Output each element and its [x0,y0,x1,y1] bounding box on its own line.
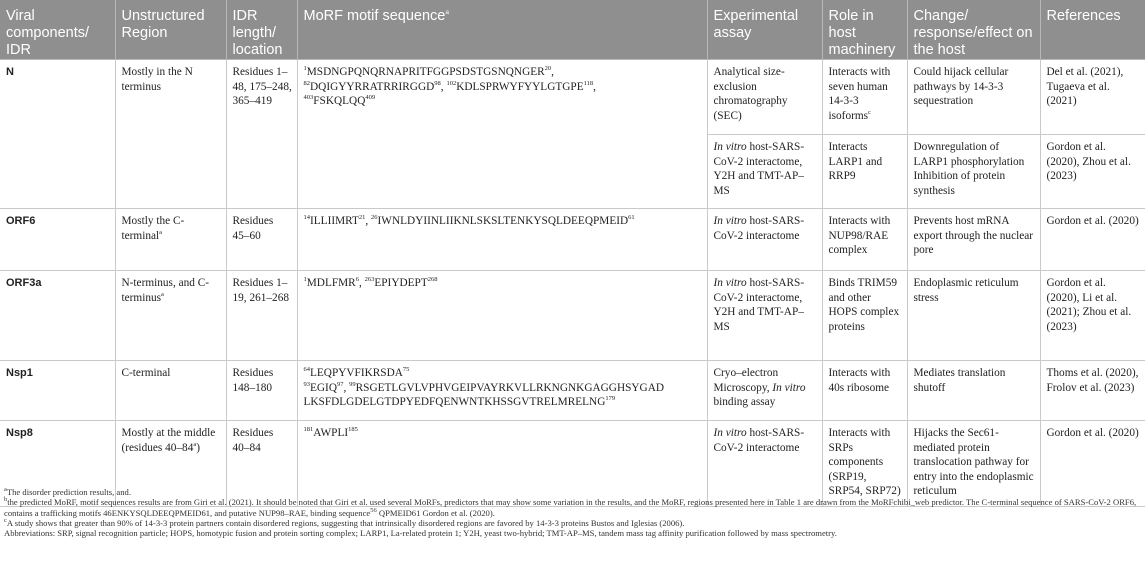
assay-cell [707,209,822,271]
table-row [0,209,1145,271]
length-cell: Residues 1–19, 261–268 [226,271,297,361]
table-row [0,60,1145,135]
motif-start: 1 [303,276,307,284]
motif-seq: MDLFMR [306,277,356,289]
motif-end: 6 [355,276,359,284]
motif-seq: RSGETLGVLVPHVGEIPVAYRKVLLRKNGNKGAGGHSYGAD LKSFDLGDELGTDPYEDFQENWNTKHSSGVTRELMRELNG [303,381,665,408]
region-sup: a [159,228,163,236]
region-text: Mostly the C-terminal [121,215,185,242]
assay-cell [707,361,822,421]
motif-start: 64 [303,366,310,374]
motif-seq: EGIQ [310,381,337,394]
motif-start: 26 [371,214,378,222]
motif-end: 98 [434,79,441,87]
footnote-text: The disorder prediction results, and. [6,487,131,497]
motif-start: 14 [303,214,310,222]
motif-end: 61 [628,214,635,222]
reference-cell: Del et al. (2021), Tugaeva et al. (2021) [1040,60,1145,135]
motif-cell [297,271,707,361]
motif-seq: ILLIIMRT [310,215,359,227]
region-sup: a [161,290,164,298]
footnote-abbreviations: Abbreviations: SRP, signal recognition particle; HOPS, homotypic fusion and protein sorting complex; LARP1, La-related protein 1; Y2H, yeast two-hybrid; TMT-AP–MS, tandem mass tag affinity purification followed by mass spectrometry. [4,528,837,539]
motif-sep: , [440,80,444,93]
assay-italic: In vitro [713,427,747,439]
motif-start: 181 [303,426,314,434]
motif-start: 99 [349,380,356,388]
motif-seq: FSKQLQQ [313,95,366,107]
header-experimental-assay: Experimental assay [707,0,822,60]
motif-end: 179 [605,395,616,403]
motif-end: 75 [402,366,410,374]
header-references: References [1040,0,1145,60]
motif-sep: , [551,66,554,78]
region-cell [115,209,226,271]
footnote-text: QPMEID61 Gordon et al. (2020). [376,507,495,518]
effect-cell: Prevents host mRNA export through the nuclear pore [907,209,1040,271]
footnote-c [4,518,1139,528]
role-text: Interacts with seven human 14-3-3 isoforms [828,66,891,122]
header-effect: Change/ response/effect on the host [907,0,1040,60]
component-cell: Nsp8 [0,421,115,507]
reference-cell: Gordon et al. (2020), Zhou et al. (2023) [1040,135,1145,209]
motif-seq: KDLSPRWYFYYLGTGPE [456,80,584,93]
role-cell: Interacts with 40s ribosome [822,361,907,421]
assay-cell [707,135,822,209]
role-cell: Interacts LARP1 and RRP9 [822,135,907,209]
motif-start: 1 [303,65,307,73]
role-cell: Interacts with SRPs components (SRP19, SRP54, SRP72) [822,421,907,507]
motif-sep: , [343,381,347,394]
motif-end: 185 [348,426,358,434]
motif-seq: IWNLDYIINLIIKNLSKSLTENKYSQLDEEQPMEID [377,215,629,227]
role-cell: Interacts with NUP98/RAE complex [822,209,907,271]
assay-text: host-SARS-CoV-2 interactome [713,215,805,242]
footnote-mark: b [4,496,8,504]
motif-seq: LEQPYVFIKRSDA [310,367,403,379]
component-cell: Nsp1 [0,361,115,421]
motif-end: 118 [583,79,594,87]
header-viral-components: Viral components/ IDR [0,0,115,60]
effect-cell: Hijacks the Sec61-mediated protein translocation pathway for entry into the endoplasmic reticulum [907,421,1040,507]
motif-seq: EPIYDEPT [374,277,428,289]
header-idr-length: IDR length/ location [226,0,297,60]
assay-italic: In vitro [713,141,747,153]
motif-end: 409 [365,94,376,102]
footnote-b [4,497,1139,518]
region-text: N-terminus, and C-terminus [121,277,210,304]
header-morf-motif-text: MoRF motif sequence [303,8,446,24]
table-row [0,271,1145,361]
reference-cell: Thoms et al. (2020), Frolov et al. (2023) [1040,361,1145,421]
region-cell: Mostly in the N terminus [115,60,226,209]
assay-text: Cryo–electron Microscopy, [713,367,779,394]
motif-start: 263 [364,276,375,284]
motif-cell [297,60,707,209]
region-text: ) [196,441,201,454]
motif-sep: , [365,215,369,227]
motif-cell [297,209,707,271]
assay-italic: In vitro [713,215,747,227]
header-role: Role in host machinery [822,0,907,60]
motif-end: 20 [544,65,552,73]
motif-start: 93 [303,380,310,388]
motif-end: 268 [427,276,438,284]
reference-cell: Gordon et al. (2020) [1040,209,1145,271]
assay-text: host-SARS-CoV-2 interactome, Y2H and TMT-AP–MS [713,141,805,197]
motif-start: 403 [303,94,314,102]
effect-cell: Could hijack cellular pathways by 14-3-3 sequestration [907,60,1040,135]
component-cell: N [0,60,115,209]
motif-sep: , [358,277,362,289]
length-cell: Residues 1–48, 175–248, 365–419 [226,60,297,209]
assay-cell: Analytical size-exclusion chromatography (SEC) [707,60,822,135]
motif-sep: , [593,80,596,93]
table-row [0,361,1145,421]
effect-cell: Mediates translation shutoff [907,361,1040,421]
effect-cell: Downregulation of LARP1 phosphorylation Inhibition of protein synthesis [907,135,1040,209]
motif-seq: MSDNGPQNQRNAPRITFGGPSDSTGSNQNGER [306,66,545,78]
region-sup: a [193,440,197,448]
motif-seq: AWPLI [313,427,349,439]
reference-cell: Gordon et al. (2020) [1040,421,1145,507]
header-morf-motif-sup: a [445,9,449,17]
region-text: Mostly at the middle (residues 40–84 [121,427,216,454]
footnote-text: the predicted MoRF, motif sequences results are from Giri et al. (2021). It should be noted that Giri et al. used several MoRFs, predictors that may show some variation in the results, and the MoRF, regions presented here in Table 1 are drawn from the MoRFchibi_web predictor. The C-terminal sequence of SARS-CoV-2 ORF6, contains a trafficking motifs 46ENKYSQLDEEQPMEID61, and putative NUP98–RAE, binding sequence [4,497,1137,518]
footnote-a [4,487,1139,497]
assay-text: host-SARS-CoV-2 interactome [713,427,805,454]
motif-start: 102 [446,79,457,87]
region-cell: C-terminal [115,361,226,421]
assay-italic: In vitro [713,277,747,289]
assay-italic: In vitro [772,381,806,394]
footnote-sup: 56 [370,506,377,514]
component-cell: ORF3a [0,271,115,361]
table-header-row [0,0,1145,60]
motif-end: 97 [336,380,344,388]
region-cell [115,271,226,361]
role-cell [822,60,907,135]
length-cell: Residues 148–180 [226,361,297,421]
footnote-text: A study shows that greater than 90% of 14-3-3 protein partners contain disordered regions, suggesting that intrinsically disordered regions are favored by 14-3-3 proteins Bustos and Iglesias (2006). [6,517,685,528]
table-footnotes [4,487,1139,538]
role-sup: c [868,108,871,116]
motif-start: 82 [303,79,310,87]
effect-cell: Endoplasmic reticulum stress [907,271,1040,361]
motif-end: 21 [358,214,366,222]
reference-cell: Gordon et al. (2020), Li et al. (2021); Zhou et al. (2023) [1040,271,1145,361]
assay-text: host-SARS-CoV-2 interactome, Y2H and TMT-AP–MS [713,277,805,333]
header-unstructured-region: Unstructured Region [115,0,226,60]
length-cell: Residues 45–60 [226,209,297,271]
component-cell: ORF6 [0,209,115,271]
footnote-mark: c [4,517,7,525]
header-morf-motif [297,0,707,60]
length-cell: Residues 40–84 [226,421,297,507]
motif-cell [297,361,707,421]
motif-seq: DQIGYYRRATRRIRGGD [310,80,435,93]
assay-cell [707,271,822,361]
assay-text: binding assay [713,396,776,408]
role-cell: Binds TRIM59 and other HOPS complex proteins [822,271,907,361]
footnote-mark: a [4,486,7,494]
